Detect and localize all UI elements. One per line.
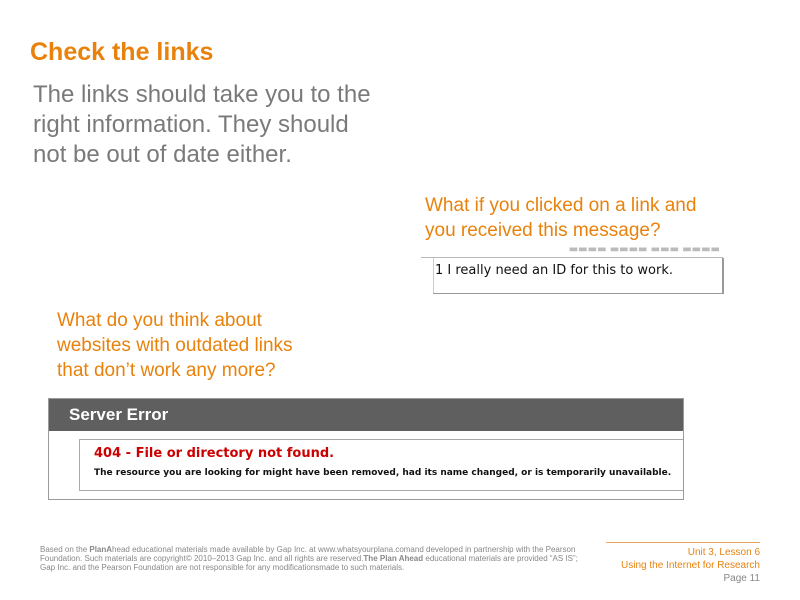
error-body: The resource you are looking for might have been removed, had its name changed, or is temporarily unavailable.	[94, 468, 672, 478]
slide-title: Check the links	[30, 38, 214, 66]
unit-lesson: Unit 3, Lesson 6	[687, 547, 760, 558]
divider	[433, 293, 724, 294]
cropped-header-text: ▬▬▬▬ ▬▬▬▬ ▬▬▬ ▬▬▬▬	[568, 244, 720, 255]
intro-text: The links should take you to the right information. They should not be out of date either.	[33, 81, 371, 168]
server-error-header: Server Error	[49, 399, 683, 431]
question-outdated-links: What do you think about websites with outdated links that don’t work any more?	[57, 310, 293, 381]
server-error-screenshot	[48, 398, 684, 500]
divider	[433, 258, 434, 294]
error-title: 404 - File or directory not found.	[94, 446, 335, 461]
id-required-message: 1 I really need an ID for this to work.	[435, 263, 674, 278]
page-number: Page 11	[723, 573, 760, 584]
footer-credit	[40, 545, 590, 572]
credit-text: Based on the	[40, 545, 90, 554]
divider	[421, 257, 723, 258]
footer-lesson-info	[621, 546, 760, 585]
footer-divider	[606, 542, 760, 543]
credit-text: educational materials are provided “AS IS”; Gap Inc. and the Pearson Foundation are not responsible for any modificationsmade to such materials.	[40, 554, 578, 572]
credit-brand: The Plan Ahead	[363, 554, 424, 563]
id-required-screenshot	[421, 244, 724, 294]
error-message-box	[79, 439, 684, 491]
divider	[722, 258, 724, 294]
credit-text: head educational materials made available by Gap Inc. at www.whatsyourplana.comand developed in partnership with the Pearson Foundation. Such materials are copyright© 2010–2013 Gap Inc. and all rights are reserved.	[40, 545, 576, 563]
question-broken-link: What if you clicked on a link and you received this message?	[425, 195, 697, 241]
lesson-title: Using the Internet for Research	[621, 560, 760, 571]
credit-brand: PlanA	[89, 545, 113, 554]
